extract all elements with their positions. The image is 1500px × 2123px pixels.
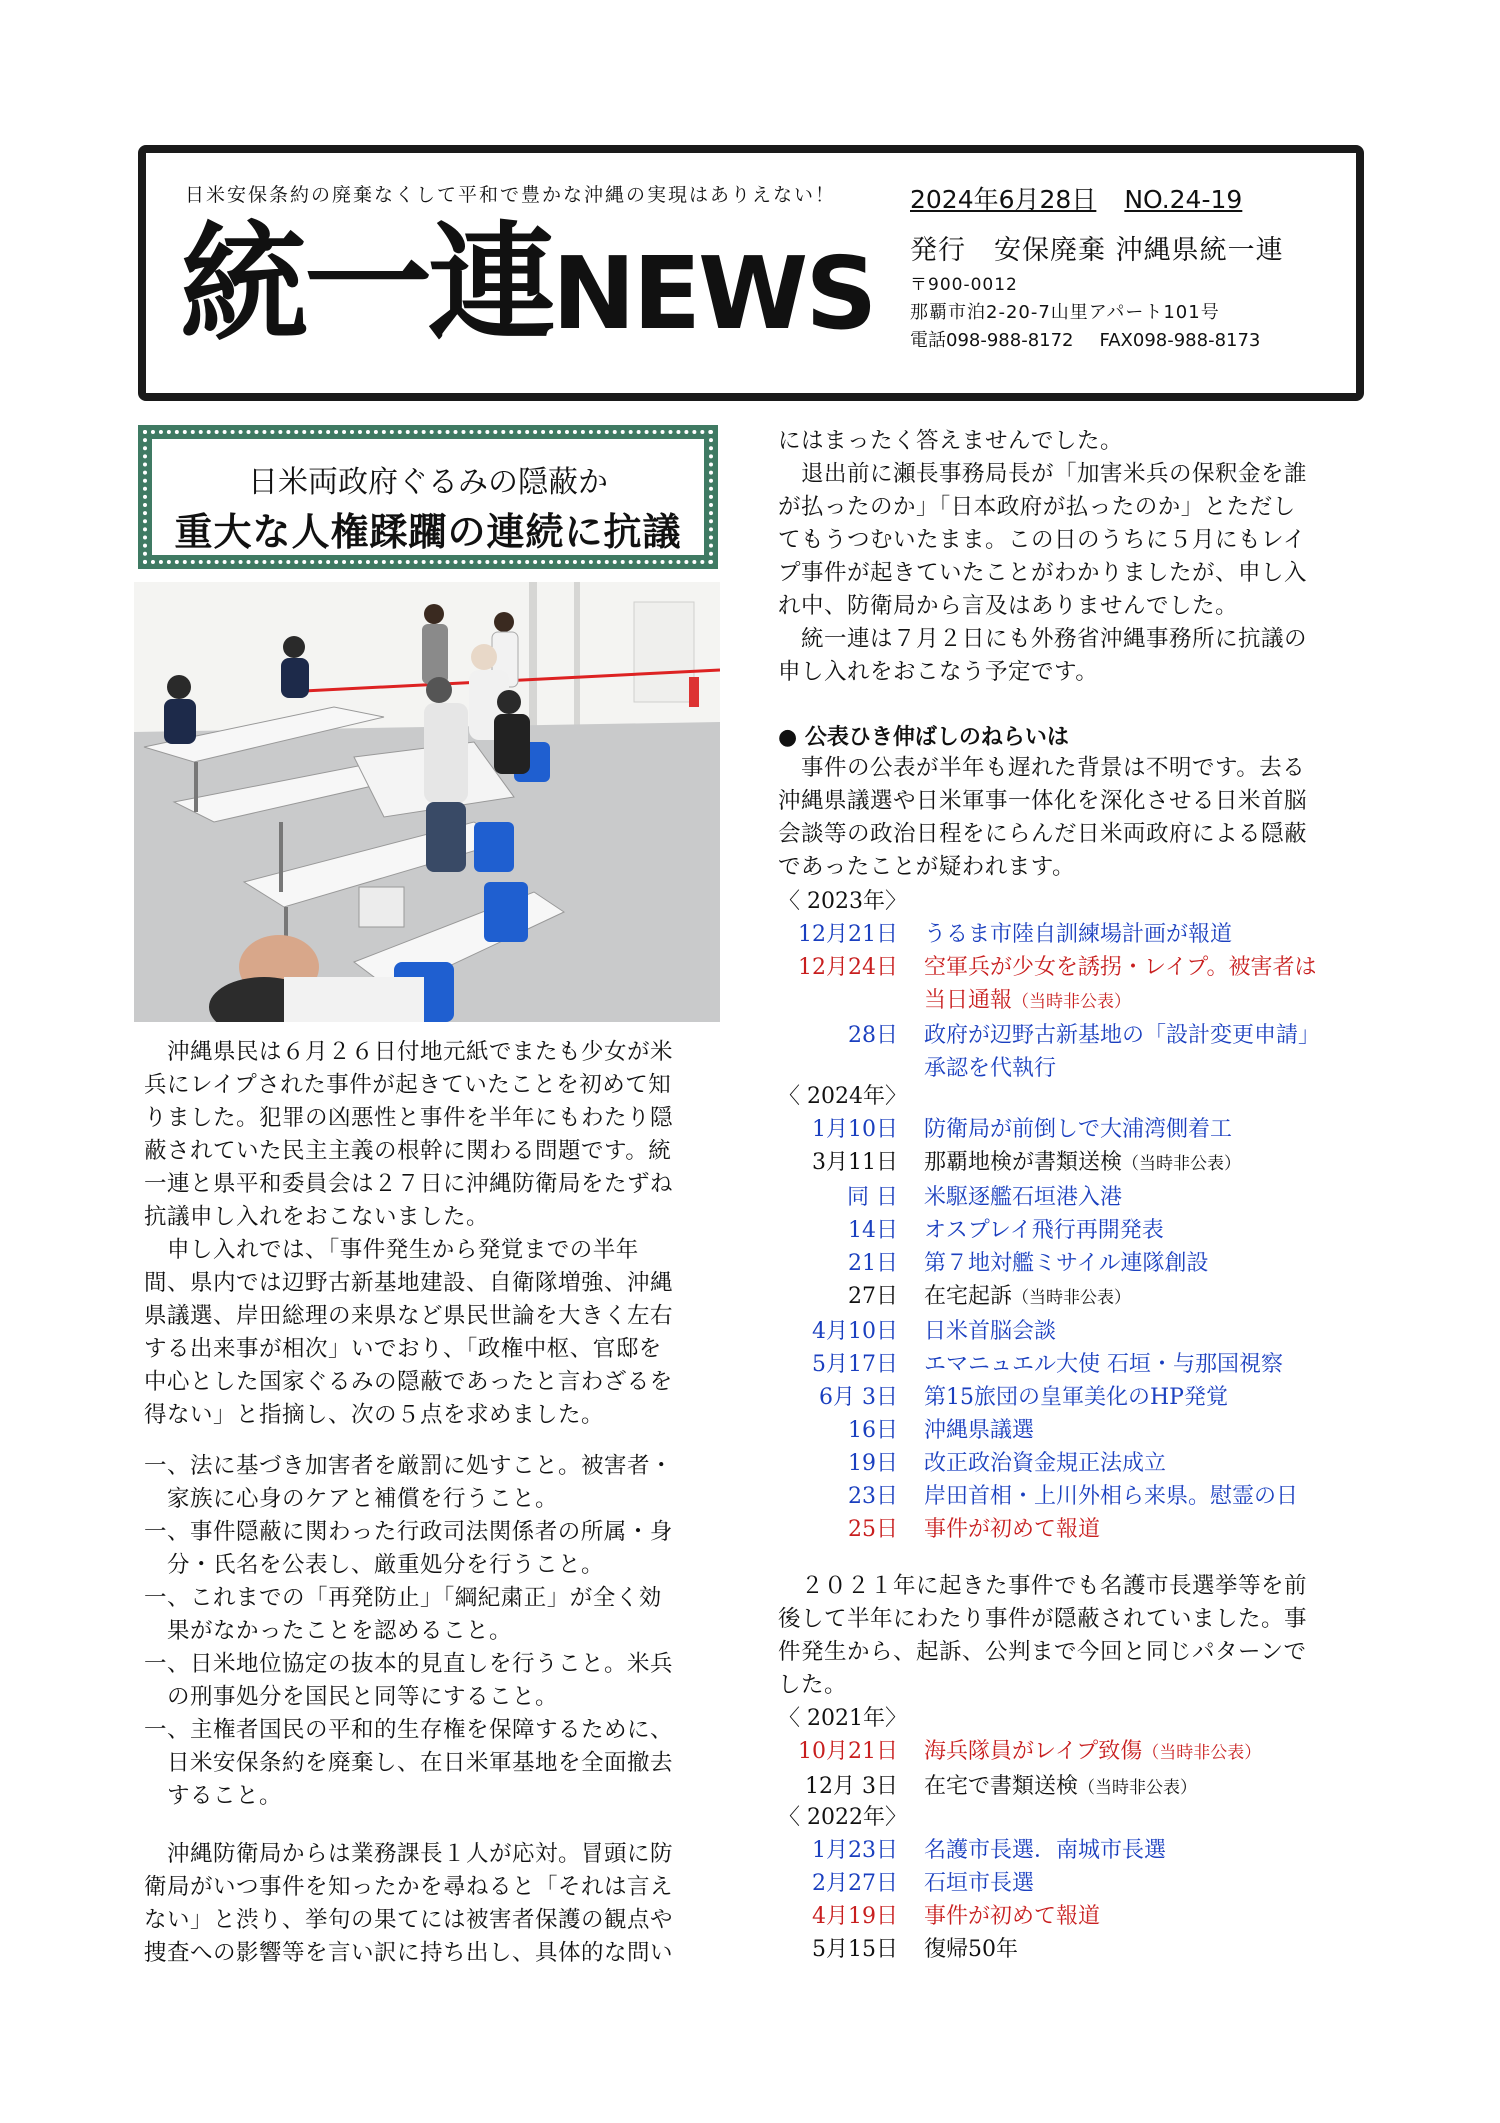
- event-text: 沖縄県議選: [924, 1418, 1035, 1443]
- timeline-event: [924, 1834, 1166, 1867]
- text-line: 統一連は７月２日にも外務省沖縄事務所に抗議の: [778, 626, 1308, 652]
- timeline-row: [778, 951, 1358, 1019]
- timeline-row: [778, 1381, 1358, 1414]
- text-line: する出来事が相次」いでおり、「政権中枢、官邸を: [144, 1336, 662, 1362]
- left-paragraph-1: [144, 1036, 716, 1234]
- timeline-event: [924, 1113, 1232, 1146]
- timeline-event: [924, 1867, 1034, 1900]
- demand-line: 果がなかったことを認めること。: [144, 1618, 513, 1644]
- text-line: 沖縄防衛局からは業務課長１人が応対。冒頭に防: [144, 1841, 674, 1867]
- timeline-date: 12月 3日: [805, 1774, 898, 1799]
- timeline-row: [778, 1447, 1358, 1480]
- timeline-date: 4月10日: [812, 1319, 898, 1344]
- timeline-event: [924, 1280, 1131, 1315]
- timeline-event: [924, 1414, 1034, 1447]
- event-text: 政府が辺野古新基地の「設計変更申請」: [924, 1023, 1321, 1048]
- timeline-date: 12月24日: [798, 955, 898, 980]
- text-line: であったことが疑われます。: [778, 854, 1075, 880]
- event-text: 名護市長選．南城市長選: [924, 1838, 1167, 1863]
- section-heading: ● 公表ひき伸ばしのねらいは: [778, 725, 1069, 750]
- text-line: れ中、防衛局から言及はありませんでした。: [778, 593, 1239, 619]
- text-line: 申し入れをおこなう予定です。: [778, 659, 1099, 685]
- text-line: した。: [778, 1672, 848, 1698]
- event-text: 海兵隊員がレイプ致傷: [924, 1739, 1143, 1764]
- text-line: 間、県内では辺野古新基地建設、自衛隊増強、沖縄: [144, 1270, 674, 1296]
- text-line: 衛局がいつ事件を知ったかを尋ねると「それは言え: [144, 1874, 674, 1900]
- timeline-date: 21日: [848, 1251, 898, 1276]
- timeline-row: [778, 1735, 1358, 1770]
- demand-line: の刑事処分を国民と同等にすること。: [144, 1684, 559, 1710]
- timeline-row: [778, 1867, 1358, 1900]
- meeting-photo: [134, 582, 720, 1022]
- event-text: 改正政治資金規正法成立: [924, 1451, 1167, 1476]
- timeline-event: [924, 1480, 1298, 1513]
- text-line: にはまったく答えませんでした。: [778, 428, 1124, 454]
- timeline-event: [924, 1214, 1164, 1247]
- headline-box: [138, 425, 718, 569]
- timeline-row: [778, 1146, 1358, 1181]
- text-line: 蔽されていた民主主義の根幹に関わる問題です。統: [144, 1138, 672, 1164]
- issue-date-line: [910, 180, 1242, 216]
- text-line: 中心とした国家ぐるみの隠蔽であったと言わざるを: [144, 1369, 673, 1395]
- timeline-event: [924, 1315, 1056, 1348]
- event-text: 防衛局が前倒しで大浦湾側着工: [924, 1117, 1233, 1142]
- timeline-date: 25日: [848, 1517, 898, 1542]
- timeline-2023: [778, 885, 1358, 1085]
- timeline-row: [778, 1113, 1358, 1146]
- demand-line: 一、日米地位協定の抜本的見直しを行うこと。米兵: [144, 1651, 674, 1677]
- fax-number: FAX098-988-8173: [1099, 330, 1261, 351]
- timeline-year-label: 〈 2024年〉: [778, 1084, 907, 1109]
- timeline-row: [778, 1214, 1358, 1247]
- demand-line: 家族に心身のケアと補償を行うこと。: [144, 1486, 559, 1512]
- demand-line: 分・氏名を公表し、厳重処分を行うこと。: [144, 1552, 605, 1578]
- timeline-date: 14日: [848, 1218, 898, 1243]
- timeline-event: [924, 1146, 1241, 1181]
- text-line: 退出前に瀬長事務局長が「加害米兵の保釈金を誰: [778, 461, 1308, 487]
- timeline-date: 5月17日: [812, 1352, 898, 1377]
- text-line: 会談等の政治日程をにらんだ日米両政府による隠蔽: [778, 821, 1308, 847]
- phone-number: 電話098-988-8172: [910, 330, 1074, 351]
- timeline-2021: [778, 1702, 1358, 1805]
- event-text: 在宅で書類送検: [924, 1774, 1079, 1799]
- event-note: （当時非公表）: [1078, 1778, 1198, 1798]
- timeline-row: [778, 1770, 1358, 1805]
- timeline-row: [778, 1315, 1358, 1348]
- timeline-year-label: 〈 2021年〉: [778, 1706, 907, 1731]
- text-line: 兵にレイプされた事件が起きていたことを初めて知: [144, 1072, 672, 1098]
- demand-line: すること。: [144, 1783, 283, 1809]
- timeline-event: [924, 918, 1232, 951]
- timeline-2022: [778, 1801, 1358, 1966]
- timeline-2024: [778, 1080, 1358, 1546]
- event-note: （当時非公表）: [1012, 992, 1132, 1012]
- timeline-event: [924, 1447, 1166, 1480]
- timeline-row: [778, 1280, 1358, 1315]
- right-paragraph-2: [778, 752, 1358, 884]
- event-text: オスプレイ飛行再開発表: [924, 1218, 1164, 1243]
- postal-code: 〒900-0012: [910, 275, 1018, 295]
- timeline-event: [924, 1735, 1261, 1770]
- timeline-date: 3月11日: [812, 1150, 898, 1175]
- demand-line: 日米安保条約を廃棄し、在日米軍基地を全面撤去: [144, 1750, 674, 1776]
- publisher: 発行 安保廃棄 沖縄県統一連: [910, 235, 1284, 266]
- timeline-row: [778, 1933, 1358, 1966]
- timeline-row: [778, 1900, 1358, 1933]
- demands-list: [144, 1450, 716, 1813]
- text-line: てもうつむいたまま。この日のうちに５月にもレイ: [778, 527, 1306, 553]
- timeline-date: 5月15日: [812, 1937, 898, 1962]
- left-paragraph-3: [144, 1838, 716, 1970]
- text-line: 抗議申し入れをおこないました。: [144, 1204, 490, 1230]
- timeline-year-label: 〈 2023年〉: [778, 889, 907, 914]
- event-text: 在宅起訴: [924, 1284, 1013, 1309]
- text-line: ない」と渋り、挙句の果てには被害者保護の観点や: [144, 1907, 674, 1933]
- logo-kanji: 統一連: [180, 210, 553, 359]
- text-line: 県議選、岸田総理の来県など県民世論を大きく左右: [144, 1303, 674, 1329]
- demand-line: 一、これまでの「再発防止」「綱紀粛正」が全く効: [144, 1585, 662, 1611]
- newsletter-logo: [180, 210, 874, 360]
- timeline-row: [778, 1513, 1358, 1546]
- event-text: 復帰50年: [924, 1937, 1018, 1962]
- text-line: 沖縄県民は６月２６日付地元紙でまたも少女が米: [144, 1039, 674, 1065]
- headline-title: 重大な人権蹂躙の連続に抗議: [174, 510, 682, 554]
- timeline-event: [924, 1181, 1122, 1214]
- event-note: （当時非公表）: [1122, 1154, 1242, 1174]
- timeline-row: [778, 1834, 1358, 1867]
- timeline-row: [778, 1247, 1358, 1280]
- timeline-event: [924, 951, 1316, 1019]
- timeline-event: [924, 1900, 1100, 1933]
- timeline-row: [778, 1414, 1358, 1447]
- timeline-row: [778, 1181, 1358, 1214]
- event-text: エマニュエル大使 石垣・与那国視察: [924, 1352, 1283, 1377]
- timeline-event: [924, 1019, 1320, 1085]
- text-line: プ事件が起きていたことがわかりましたが、申し入: [778, 560, 1308, 586]
- event-text: 承認を代執行: [924, 1056, 1057, 1081]
- event-text: 事件が初めて報道: [924, 1517, 1101, 1542]
- demand-line: 一、主権者国民の平和的生存権を保障するために、: [144, 1717, 674, 1743]
- timeline-row: [778, 918, 1358, 951]
- text-line: 後して半年にわたり事件が隠蔽されていました。事: [778, 1606, 1308, 1632]
- event-text: 第７地対艦ミサイル連隊創設: [924, 1251, 1209, 1276]
- text-line: 申し入れでは、「事件発生から発覚までの半年: [144, 1237, 639, 1263]
- timeline-date: 16日: [848, 1418, 898, 1443]
- timeline-date: 23日: [848, 1484, 898, 1509]
- timeline-event: [924, 1933, 1018, 1966]
- right-paragraph-1: [778, 425, 1358, 689]
- text-line: 捜査への影響等を言い訳に持ち出し、具体的な問い: [144, 1940, 674, 1966]
- timeline-date: 28日: [848, 1023, 898, 1048]
- text-line: 件発生から、起訴、公判まで今回と同じパターンで: [778, 1639, 1307, 1665]
- event-text: 事件が初めて報道: [924, 1904, 1101, 1929]
- timeline-event: [924, 1348, 1283, 1381]
- headline-subtitle: 日米両政府ぐるみの隠蔽か: [248, 465, 608, 500]
- timeline-year-label: 〈 2022年〉: [778, 1805, 907, 1830]
- left-paragraph-2: [144, 1234, 716, 1432]
- masthead-tagline: 日米安保条約の廃棄なくして平和で豊かな沖縄の実現はありえない！: [185, 184, 837, 206]
- text-line: 沖縄県議選や日米軍事一体化を深化させる日米首脳: [778, 788, 1308, 814]
- event-note: （当時非公表）: [1142, 1743, 1262, 1763]
- timeline-date: 1月10日: [812, 1117, 898, 1142]
- timeline-date: 同 日: [847, 1185, 898, 1210]
- text-line: が払ったのか」「日本政府が払ったのか」とただし: [778, 494, 1296, 520]
- event-note: （当時非公表）: [1012, 1288, 1132, 1308]
- timeline-date: 2月27日: [812, 1871, 898, 1896]
- event-text: 当日通報: [924, 988, 1013, 1013]
- event-text: 那覇地検が書類送検: [924, 1150, 1123, 1175]
- timeline-date: 27日: [848, 1284, 898, 1309]
- event-text: 石垣市長選: [924, 1871, 1035, 1896]
- timeline-date: 19日: [848, 1451, 898, 1476]
- timeline-row: [778, 1480, 1358, 1513]
- event-text: うるま市陸自訓練場計画が報道: [924, 922, 1233, 947]
- timeline-date: 4月19日: [812, 1904, 898, 1929]
- timeline-date: 12月21日: [798, 922, 898, 947]
- right-paragraph-3: [778, 1570, 1358, 1702]
- issue-number: NO.24-19: [1124, 185, 1243, 214]
- timeline-row: [778, 1348, 1358, 1381]
- event-text: 日米首脳会談: [924, 1319, 1057, 1344]
- text-line: りました。犯罪の凶悪性と事件を半年にもわたり隠: [144, 1105, 674, 1131]
- text-line: 事件の公表が半年も遅れた背景は不明です。去る: [778, 755, 1306, 781]
- timeline-event: [924, 1513, 1100, 1546]
- timeline-date: 10月21日: [798, 1739, 898, 1764]
- logo-latin: NEWS: [552, 235, 875, 352]
- timeline-date: 1月23日: [812, 1838, 898, 1863]
- event-text: 米駆逐艦石垣港入港: [924, 1185, 1123, 1210]
- text-line: 得ない」と指摘し、次の５点を求めました。: [144, 1402, 605, 1428]
- timeline-event: [924, 1247, 1208, 1280]
- issue-date: 2024年6月28日: [910, 185, 1097, 214]
- demand-line: 一、事件隠蔽に関わった行政司法関係者の所属・身: [144, 1519, 673, 1545]
- timeline-date: 6月 3日: [819, 1385, 898, 1410]
- timeline-row: [778, 1019, 1358, 1085]
- event-text: 岸田首相・上川外相ら来県。慰霊の日: [924, 1484, 1299, 1509]
- text-line: 一連と県平和委員会は２７日に沖縄防衛局をたずね: [144, 1171, 674, 1197]
- address: 那覇市泊2-20-7山里アパート101号: [910, 302, 1220, 323]
- timeline-event: [924, 1381, 1228, 1414]
- event-text: 第15旅団の皇軍美化のHP発覚: [924, 1385, 1228, 1410]
- contact-line: [910, 326, 1260, 352]
- demand-line: 一、法に基づき加害者を厳罰に処すこと。被害者・: [144, 1453, 674, 1479]
- event-text: 空軍兵が少女を誘拐・レイプ。被害者は: [924, 955, 1317, 980]
- text-line: ２０２１年に起きた事件でも名護市長選挙等を前: [778, 1573, 1308, 1599]
- timeline-event: [924, 1770, 1197, 1805]
